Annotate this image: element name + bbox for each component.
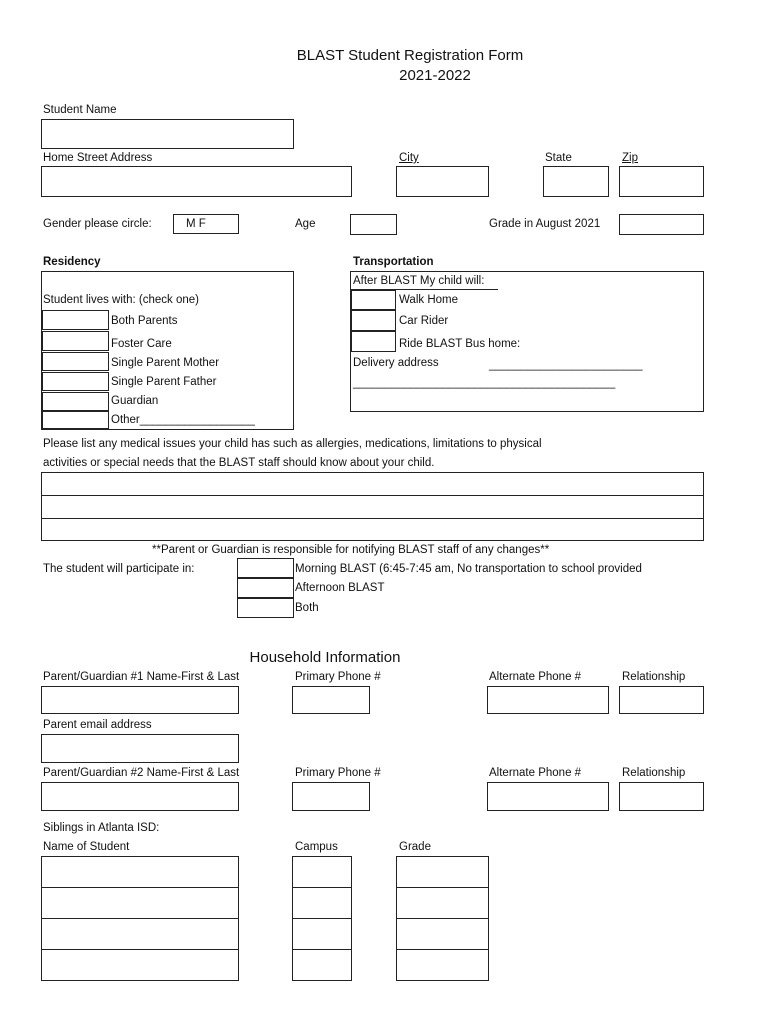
student-name-field[interactable] bbox=[41, 119, 294, 149]
sibling-campus-field-3[interactable] bbox=[292, 918, 352, 950]
grade-label: Grade in August 2021 bbox=[489, 218, 601, 230]
household-heading: Household Information bbox=[249, 649, 401, 666]
guardian1-primary-phone-field[interactable] bbox=[292, 686, 370, 714]
guardian1-name-field[interactable] bbox=[41, 686, 239, 714]
state-field[interactable] bbox=[543, 166, 609, 197]
guardian1-primary-phone-label: Primary Phone # bbox=[295, 671, 381, 683]
guardian2-relationship-field[interactable] bbox=[619, 782, 704, 811]
medical-field-3[interactable] bbox=[41, 518, 704, 541]
sibling-grade-field-4[interactable] bbox=[396, 949, 489, 981]
participation-option-label: Afternoon BLAST bbox=[295, 582, 385, 594]
changes-notice: **Parent or Guardian is responsible for notifying BLAST staff of any changes** bbox=[152, 544, 550, 556]
residency-option-label: Guardian bbox=[111, 395, 159, 407]
residency-option-label: Both Parents bbox=[111, 315, 178, 327]
medical-field-1[interactable] bbox=[41, 472, 704, 496]
delivery-address-label: Delivery address bbox=[353, 357, 439, 369]
sibling-name-field-1[interactable] bbox=[41, 856, 239, 888]
address-label: Home Street Address bbox=[43, 152, 153, 164]
guardian1-alt-phone-label: Alternate Phone # bbox=[489, 671, 582, 683]
sibling-grade-field-3[interactable] bbox=[396, 918, 489, 950]
transportation-prompt: After BLAST My child will: bbox=[353, 275, 485, 287]
sibling-campus-field-2[interactable] bbox=[292, 887, 352, 919]
form-title: BLAST Student Registration Form bbox=[296, 47, 524, 64]
guardian2-name-field[interactable] bbox=[41, 782, 239, 811]
residency-check-both-parents[interactable] bbox=[42, 310, 109, 330]
guardian1-relationship-field[interactable] bbox=[619, 686, 704, 714]
residency-option-label: Single Parent Father bbox=[111, 376, 217, 388]
gender-options: M F bbox=[186, 218, 206, 230]
residency-check-single-father[interactable] bbox=[42, 372, 109, 391]
email-label: Parent email address bbox=[43, 719, 152, 731]
sibling-grade-field-2[interactable] bbox=[396, 887, 489, 919]
medical-instructions-line-1: Please list any medical issues your child has such as allergies, medications, limitations to physical bbox=[43, 438, 542, 450]
age-field[interactable] bbox=[350, 214, 397, 235]
residency-check-single-mother[interactable] bbox=[42, 352, 109, 371]
guardian1-name-label: Parent/Guardian #1 Name-First & Last bbox=[43, 671, 240, 683]
residency-heading: Residency bbox=[43, 256, 101, 268]
transportation-heading: Transportation bbox=[353, 256, 434, 268]
state-label: State bbox=[545, 152, 572, 164]
sibling-grade-label: Grade bbox=[399, 841, 431, 853]
form-year: 2021-2022 bbox=[399, 67, 471, 84]
address-field[interactable] bbox=[41, 166, 352, 197]
grade-field[interactable] bbox=[619, 214, 704, 235]
residency-check-guardian[interactable] bbox=[42, 392, 109, 411]
guardian1-alt-phone-field[interactable] bbox=[487, 686, 609, 714]
delivery-address-line-2[interactable]: _________________________________________ bbox=[353, 377, 616, 389]
sibling-name-field-4[interactable] bbox=[41, 949, 239, 981]
guardian2-primary-phone-label: Primary Phone # bbox=[295, 767, 381, 779]
sibling-campus-field-1[interactable] bbox=[292, 856, 352, 888]
residency-option-label: Single Parent Mother bbox=[111, 357, 220, 369]
sibling-grade-field-1[interactable] bbox=[396, 856, 489, 888]
transport-check-bus[interactable] bbox=[351, 331, 396, 352]
gender-label: Gender please circle: bbox=[43, 218, 152, 230]
residency-prompt: Student lives with: (check one) bbox=[43, 294, 199, 306]
transport-check-car-rider[interactable] bbox=[351, 310, 396, 331]
guardian2-name-label: Parent/Guardian #2 Name-First & Last bbox=[43, 767, 240, 779]
student-name-label: Student Name bbox=[43, 104, 117, 116]
residency-option-label: Foster Care bbox=[111, 338, 172, 350]
siblings-heading: Siblings in Atlanta ISD: bbox=[43, 822, 160, 834]
guardian1-relationship-label: Relationship bbox=[622, 671, 686, 683]
transport-option-label: Ride BLAST Bus home: bbox=[399, 338, 521, 350]
city-label: City bbox=[399, 152, 419, 164]
guardian2-relationship-label: Relationship bbox=[622, 767, 686, 779]
sibling-name-label: Name of Student bbox=[43, 841, 130, 853]
city-field[interactable] bbox=[396, 166, 489, 197]
age-label: Age bbox=[295, 218, 316, 230]
guardian2-alt-phone-label: Alternate Phone # bbox=[489, 767, 582, 779]
transport-check-walk-home[interactable] bbox=[351, 290, 396, 310]
guardian2-primary-phone-field[interactable] bbox=[292, 782, 370, 811]
gender-field[interactable] bbox=[173, 214, 239, 234]
guardian2-alt-phone-field[interactable] bbox=[487, 782, 609, 811]
residency-check-foster-care[interactable] bbox=[42, 331, 109, 351]
residency-option-label: Other__________________ bbox=[111, 414, 255, 426]
delivery-address-line-1[interactable]: ________________________ bbox=[489, 359, 643, 371]
participation-option-label: Morning BLAST (6:45-7:45 am, No transportation to school provided bbox=[295, 563, 642, 575]
sibling-name-field-2[interactable] bbox=[41, 887, 239, 919]
transport-option-label: Car Rider bbox=[399, 315, 449, 327]
participation-label: The student will participate in: bbox=[43, 563, 195, 575]
zip-label: Zip bbox=[622, 152, 638, 164]
zip-field[interactable] bbox=[619, 166, 704, 197]
transport-option-label: Walk Home bbox=[399, 294, 458, 306]
residency-check-other[interactable] bbox=[42, 411, 109, 429]
participation-check-both[interactable] bbox=[237, 598, 294, 618]
sibling-campus-field-4[interactable] bbox=[292, 949, 352, 981]
medical-instructions-line-2: activities or special needs that the BLAST staff should know about your child. bbox=[43, 457, 435, 469]
participation-check-morning[interactable] bbox=[237, 558, 294, 578]
sibling-campus-label: Campus bbox=[295, 841, 338, 853]
medical-field-2[interactable] bbox=[41, 495, 704, 519]
participation-option-label: Both bbox=[295, 602, 319, 614]
participation-check-afternoon[interactable] bbox=[237, 578, 294, 598]
email-field[interactable] bbox=[41, 734, 239, 763]
sibling-name-field-3[interactable] bbox=[41, 918, 239, 950]
